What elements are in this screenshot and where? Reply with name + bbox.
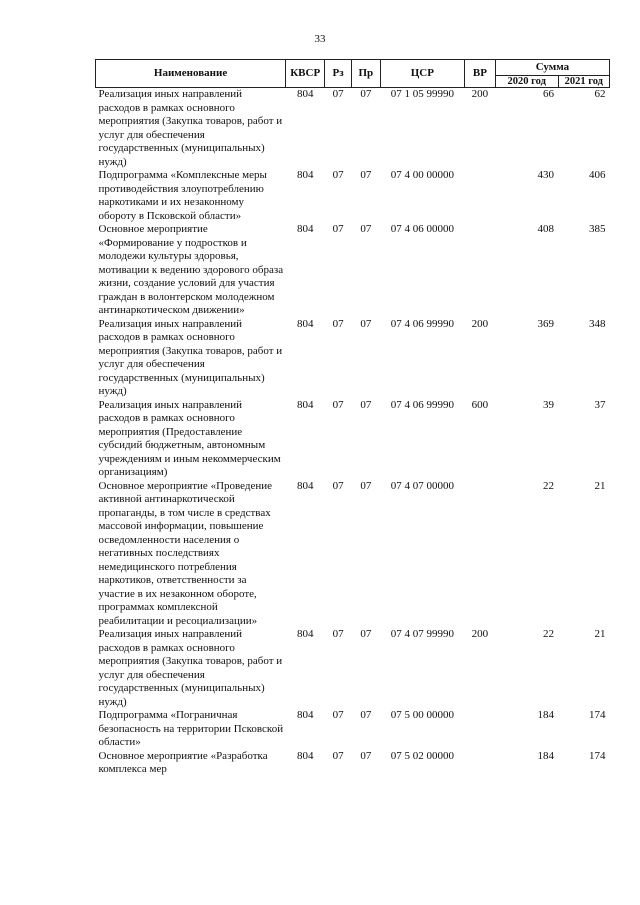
cell-csr: 07 4 06 99990 [390,398,454,411]
cell-pr: 07 [360,628,372,640]
header-pr: Пр [351,60,380,88]
cell-sum-2021: 37 [594,398,606,411]
table-row [96,480,610,629]
cell-csr: 07 5 00 00000 [390,709,454,721]
cell-pr: 07 [360,479,372,492]
header-csr: ЦСР [380,60,464,88]
cell-pr: 07 [360,88,372,100]
cell-sum-2020: 408 [537,223,555,235]
cell-pr: 07 [360,317,372,330]
cell-sum-2021: 62 [594,88,606,100]
table-body [96,88,610,777]
cell-name: Реализация иных направлений расходов в рамках основного мероприятия (Закупка товаров, работ и услуг для обеспечения государственных (муниципальных) нужд) [98,88,283,168]
cell-csr: 07 4 07 00000 [390,479,454,492]
cell-csr: 07 4 00 00000 [390,169,454,181]
table-row [96,709,610,750]
cell-kvsr: 804 [296,479,314,492]
budget-table [95,59,610,777]
cell-csr: 07 1 05 99990 [390,88,454,100]
cell-rz: 07 [332,317,344,330]
cell-vr [465,169,496,223]
cell-vr [465,480,496,629]
cell-name: Основное мероприятие «Проведение активной антинаркотической пропаганды, в том числе в средствах массовой информации, повышение осведомленности населения о негативных последствиях немедицинского потребления наркотиков, ответственности за участие в их незаконном обороте, программах комплексной реабилитации и ресоциализации» [98,479,273,627]
cell-rz: 07 [332,223,344,235]
table-row [96,628,610,709]
header-vr: ВР [465,60,496,88]
cell-kvsr: 804 [296,398,314,411]
cell-csr: 07 4 07 99990 [390,628,454,640]
cell-sum-2020: 22 [543,479,555,492]
table-row [96,169,610,223]
cell-pr: 07 [360,749,372,762]
header-rz: Рз [325,60,352,88]
header-year-2020: 2020 год [495,76,558,88]
cell-kvsr: 804 [296,169,314,181]
cell-sum-2021: 406 [589,169,606,181]
cell-sum-2020: 369 [537,317,555,330]
cell-name: Подпрограмма «Комплексные меры противодействия злоупотреблению наркотиками и их незаконному обороту в Псковской области» [98,169,267,222]
cell-rz: 07 [332,398,344,411]
cell-rz: 07 [332,169,344,181]
table-row [96,223,610,318]
cell-vr [465,223,496,318]
cell-vr [465,750,496,777]
cell-kvsr: 804 [296,317,314,330]
cell-vr: 200 [471,317,489,330]
cell-kvsr: 804 [296,88,314,100]
cell-name: Основное мероприятие «Формирование у подростков и молодежи культуры здоровья, мотивации к ведению здорового образа жизни, создание условий для участия граждан в волонтерском молодежном антинаркотическом движении» [98,223,284,316]
cell-pr: 07 [360,169,372,181]
table-row [96,88,610,170]
cell-sum-2021: 385 [589,223,606,235]
cell-name: Подпрограмма «Пограничная безопасность на территории Псковской области» [98,709,284,748]
cell-sum-2021: 174 [589,749,606,762]
header-name: Наименование [96,60,286,88]
cell-sum-2020: 66 [543,88,555,100]
cell-sum-2021: 348 [589,317,606,330]
table-row [96,750,610,777]
cell-sum-2021: 21 [594,628,606,640]
header-sum: Сумма [495,60,609,76]
header-kvsr: КВСР [286,60,325,88]
cell-name: Основное мероприятие «Разработка комплекса мер [98,749,268,775]
header-year-2021: 2021 год [558,76,609,88]
cell-pr: 07 [360,709,372,721]
page-number: 33 [314,33,326,45]
cell-rz: 07 [332,749,344,762]
cell-csr: 07 4 06 99990 [390,317,454,330]
cell-sum-2020: 184 [537,709,555,721]
cell-sum-2021: 21 [594,479,606,492]
cell-rz: 07 [332,709,344,721]
cell-kvsr: 804 [296,628,314,640]
cell-rz: 07 [332,88,344,100]
cell-sum-2020: 430 [537,169,555,181]
cell-pr: 07 [360,223,372,235]
cell-vr: 600 [471,398,489,411]
cell-vr: 200 [471,88,489,100]
cell-rz: 07 [332,479,344,492]
cell-pr: 07 [360,398,372,411]
cell-vr: 200 [471,628,489,640]
cell-sum-2020: 22 [543,628,555,640]
cell-kvsr: 804 [296,709,314,721]
cell-name: Реализация иных направлений расходов в рамках основного мероприятия (Предоставление субсидий бюджетным, автономным учреждениям и иным некоммерческим организациям) [98,398,281,478]
cell-csr: 07 4 06 00000 [390,223,454,235]
cell-sum-2020: 39 [543,398,555,411]
cell-name: Реализация иных направлений расходов в рамках основного мероприятия (Закупка товаров, работ и услуг для обеспечения государственных (муниципальных) нужд) [98,628,283,708]
cell-name: Реализация иных направлений расходов в рамках основного мероприятия (Закупка товаров, работ и услуг для обеспечения государственных (муниципальных) нужд) [98,317,283,397]
cell-kvsr: 804 [296,749,314,762]
cell-rz: 07 [332,628,344,640]
cell-sum-2021: 174 [589,709,606,721]
cell-csr: 07 5 02 00000 [390,749,454,762]
table-header [96,60,610,88]
cell-kvsr: 804 [296,223,314,235]
table-row [96,318,610,399]
cell-sum-2020: 184 [537,749,555,762]
cell-vr [465,709,496,750]
table-row [96,399,610,480]
